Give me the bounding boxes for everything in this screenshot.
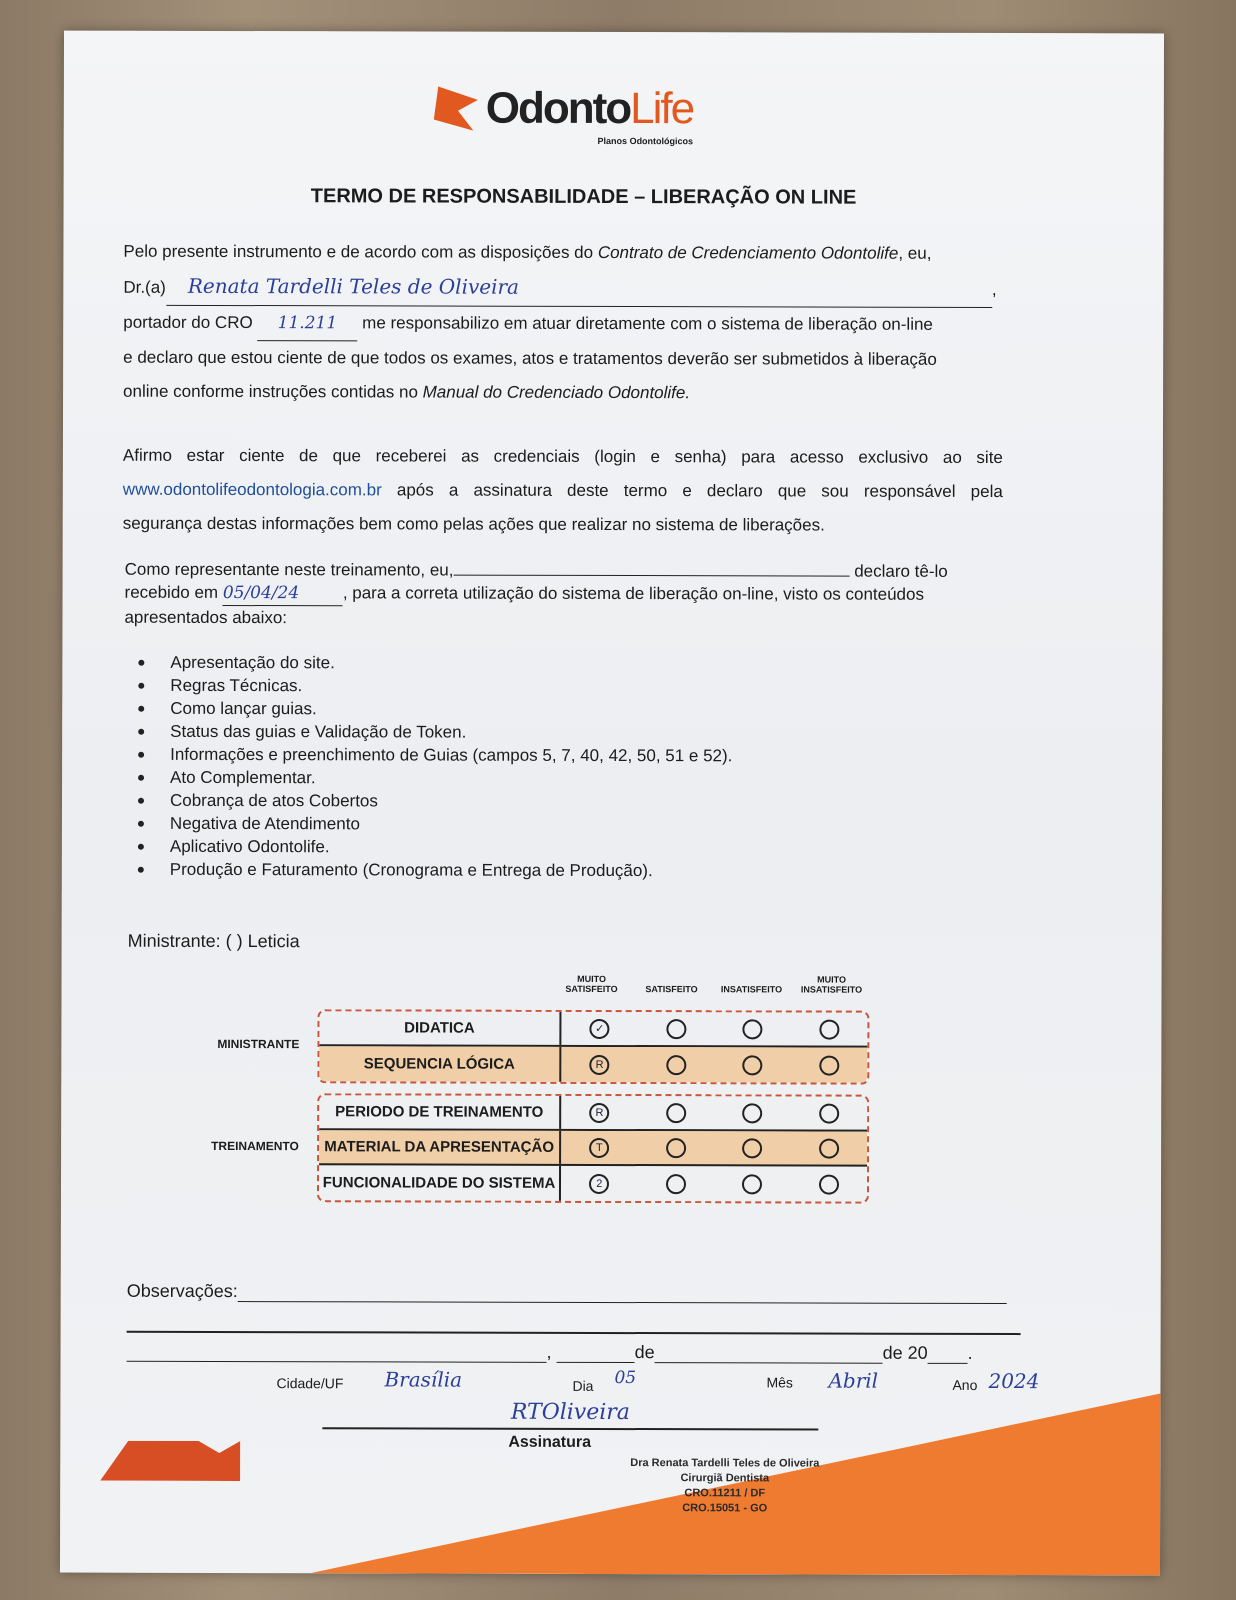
handwritten-mark: ✓: [595, 1022, 605, 1035]
rating-header: [631, 974, 711, 994]
text: recebido em: [124, 582, 223, 602]
text: Como representante neste treinamento, eu,: [124, 559, 454, 580]
handwritten-mark: 2: [596, 1177, 603, 1190]
rating-option-radio[interactable]: [819, 1019, 839, 1039]
cro-handwritten: 11.211: [277, 313, 338, 334]
text: me responsabilizo em atuar diretamente com o sistema de liberação on-line: [357, 313, 933, 334]
year-handwritten: 2024: [988, 1368, 1040, 1394]
observations-label: Observações:: [126, 1280, 238, 1302]
rating-option-radio[interactable]: [589, 1137, 609, 1157]
date-line: , de de 20 .: [127, 1341, 1007, 1364]
rating-option-radio[interactable]: [590, 1054, 610, 1074]
date-values: [276, 1367, 1040, 1399]
criterion-label: MATERIAL DA APRESENTAÇÃO: [319, 1130, 561, 1164]
topics-list: [124, 651, 733, 883]
rating-option-radio[interactable]: [742, 1174, 762, 1194]
handwritten-mark: R: [595, 1106, 604, 1119]
handwritten-mark: T: [596, 1141, 603, 1154]
text: , para a correta utilização do sistema de liberação on-line, visto os conteúdos: [342, 583, 925, 604]
text: e declaro que estou ciente de que todos os exames, atos e tratamentos deverão ser submetidos à liberação: [123, 347, 937, 369]
paragraph-1: Pelo presente instrumento e de acordo com as disposições do Contrato de Credenciamento Odontolife, eu, Dr.(a) Renata Tardelli Teles de Oliveira , portador do CRO 11.211 me responsabilizo em atuar diretamente com o sistema de liberação on-line e declaro que estou ciente de que todos os exames, atos e tratamentos deverão ser submetidos à liberação online conforme instruções contidas no Manual do Credenciado Odontolife.: [123, 235, 1003, 411]
stamp-title: Cirurgiã Dentista: [680, 1472, 770, 1485]
topic-item: Aplicativo Odontolife.: [124, 835, 732, 860]
handwritten-mark: R: [595, 1058, 604, 1071]
rating-row: [319, 1165, 867, 1201]
text: segurança destas informações bem como pelas ações que realizar no sistema de liberações.: [122, 513, 825, 535]
topic-item: Negativa de Atendimento: [124, 812, 732, 837]
text: declaro tê-lo: [849, 561, 948, 581]
de20-label: de 20: [882, 1342, 928, 1363]
rating-option-radio[interactable]: [590, 1018, 610, 1038]
rating-header: [711, 974, 791, 994]
rating-table: [64, 31, 1164, 34]
topic-item: Cobrança de atos Cobertos: [124, 789, 732, 814]
rating-option-radio[interactable]: [589, 1173, 609, 1193]
day-handwritten: 05: [614, 1368, 637, 1389]
text: após a assinatura deste termo e declaro que sou responsável pela: [381, 480, 1003, 502]
dr-label: Dr.(a): [123, 277, 166, 297]
professional-stamp: [630, 1456, 819, 1516]
day-label: Dia: [572, 1377, 594, 1394]
group-label: MINISTRANTE: [217, 1036, 300, 1052]
rating-group-ministrante: [317, 1009, 869, 1084]
rating-header: [791, 974, 871, 994]
header-line: MUITO: [817, 974, 846, 985]
document-page: [60, 31, 1164, 1576]
criterion-label: SEQUENCIA LÓGICA: [319, 1046, 561, 1082]
manual-name: Manual do Credenciado Odontolife.: [422, 382, 691, 403]
stamp-cro-go: CRO.15051 - GO: [682, 1502, 768, 1515]
de-label: de: [634, 1342, 655, 1363]
topic-item: Produção e Faturamento (Cronograma e Entrega de Produção).: [124, 858, 732, 883]
group-label: TREINAMENTO: [211, 1138, 299, 1154]
rating-header: [552, 974, 632, 994]
city-handwritten: Brasília: [384, 1367, 463, 1392]
criterion-label: FUNCIONALIDADE DO SISTEMA: [319, 1165, 561, 1201]
header-line: SATISFEITO: [645, 984, 698, 995]
stamp-name: Dra Renata Tardelli Teles de Oliveira: [630, 1457, 820, 1470]
dr-name-handwritten: Renata Tardelli Teles de Oliveira: [187, 273, 520, 299]
footer-badge: [100, 1441, 240, 1481]
text: Pelo presente instrumento e de acordo com as disposições do: [123, 241, 598, 262]
header-line: [632, 974, 712, 984]
rating-option-radio[interactable]: [742, 1138, 762, 1158]
observations-line-1[interactable]: [238, 1281, 1007, 1304]
signature-handwritten: RTOliveira: [510, 1399, 630, 1426]
date-handwritten: 05/04/24: [222, 582, 300, 604]
rating-option-radio[interactable]: [819, 1174, 839, 1194]
observations: [127, 1281, 1007, 1304]
paragraph-3: [124, 558, 1014, 631]
month-label: Mês: [766, 1374, 793, 1391]
contract-name: Contrato de Credenciamento Odontolife: [597, 242, 899, 263]
rating-option-radio[interactable]: [589, 1102, 609, 1122]
logo-brand: Odonto: [485, 83, 631, 134]
rating-option-radio[interactable]: [819, 1103, 839, 1123]
header-line: INSATISFEITO: [800, 984, 863, 995]
logo-tagline: Planos Odontológicos: [597, 135, 694, 147]
odontolife-logo: [434, 83, 694, 147]
cro-label: portador do CRO: [123, 312, 253, 333]
topic-item: Ato Complementar.: [124, 766, 732, 791]
rating-option-radio[interactable]: [743, 1019, 763, 1039]
month-handwritten: Abril: [828, 1368, 879, 1393]
year-label: Ano: [952, 1376, 978, 1393]
signature-line[interactable]: [322, 1399, 818, 1430]
text: , eu,: [898, 243, 932, 263]
rating-option-radio[interactable]: [742, 1103, 762, 1123]
rating-headers: [552, 974, 872, 995]
criterion-label: PERIODO DE TREINAMENTO: [319, 1095, 561, 1129]
topic-item: Regras Técnicas.: [124, 674, 732, 699]
rating-row: [319, 1130, 867, 1166]
header-line: [712, 974, 792, 984]
stamp-cro-df: CRO.11211 / DF: [684, 1487, 766, 1500]
rating-row: [319, 1095, 867, 1131]
rating-option-radio[interactable]: [743, 1055, 763, 1075]
logo-accent: Life: [630, 84, 694, 134]
rating-row: [319, 1011, 867, 1047]
ministrante-line: Ministrante: ( ) Leticia: [127, 930, 300, 952]
rating-option-radio[interactable]: [666, 1055, 686, 1075]
rating-group-treinamento: [317, 1093, 869, 1203]
topic-item: Apresentação do site.: [124, 651, 732, 676]
topic-item: Informações e preenchimento de Guias (campos 5, 7, 40, 42, 50, 51 e 52).: [124, 743, 732, 768]
header-line: INSATISFEITO: [720, 984, 783, 995]
site-link[interactable]: www.odontolifeodontologia.com.br: [122, 479, 382, 500]
rating-option-radio[interactable]: [666, 1019, 686, 1039]
observations-line-2[interactable]: [127, 1331, 1021, 1335]
logo-mark-icon: [434, 87, 478, 131]
text: online conforme instruções contidas no: [123, 381, 423, 402]
rating-row: [319, 1046, 867, 1082]
rating-option-radio[interactable]: [666, 1103, 686, 1123]
text: apresentados abaixo:: [124, 607, 288, 628]
header-line: SATISFEITO: [565, 983, 618, 995]
rating-option-radio[interactable]: [819, 1138, 839, 1158]
topic-item: Como lançar guias.: [124, 697, 732, 722]
rating-option-radio[interactable]: [666, 1138, 686, 1158]
text: Afirmo estar ciente de que receberei as credenciais (login e senha) para acesso exclusivo ao site: [122, 445, 1003, 468]
signature-label: Assinatura: [508, 1433, 592, 1451]
city-label: Cidade/UF: [276, 1375, 344, 1392]
rating-option-radio[interactable]: [819, 1055, 839, 1075]
header-line: MUITO: [577, 973, 606, 984]
rating-option-radio[interactable]: [666, 1174, 686, 1194]
document-title: TERMO DE RESPONSABILIDADE – LIBERAÇÃO ON LINE: [310, 185, 857, 209]
criterion-label: DIDATICA: [319, 1011, 561, 1045]
topic-item: Status das guias e Validação de Token.: [124, 720, 732, 745]
paragraph-2: [123, 439, 1003, 543]
